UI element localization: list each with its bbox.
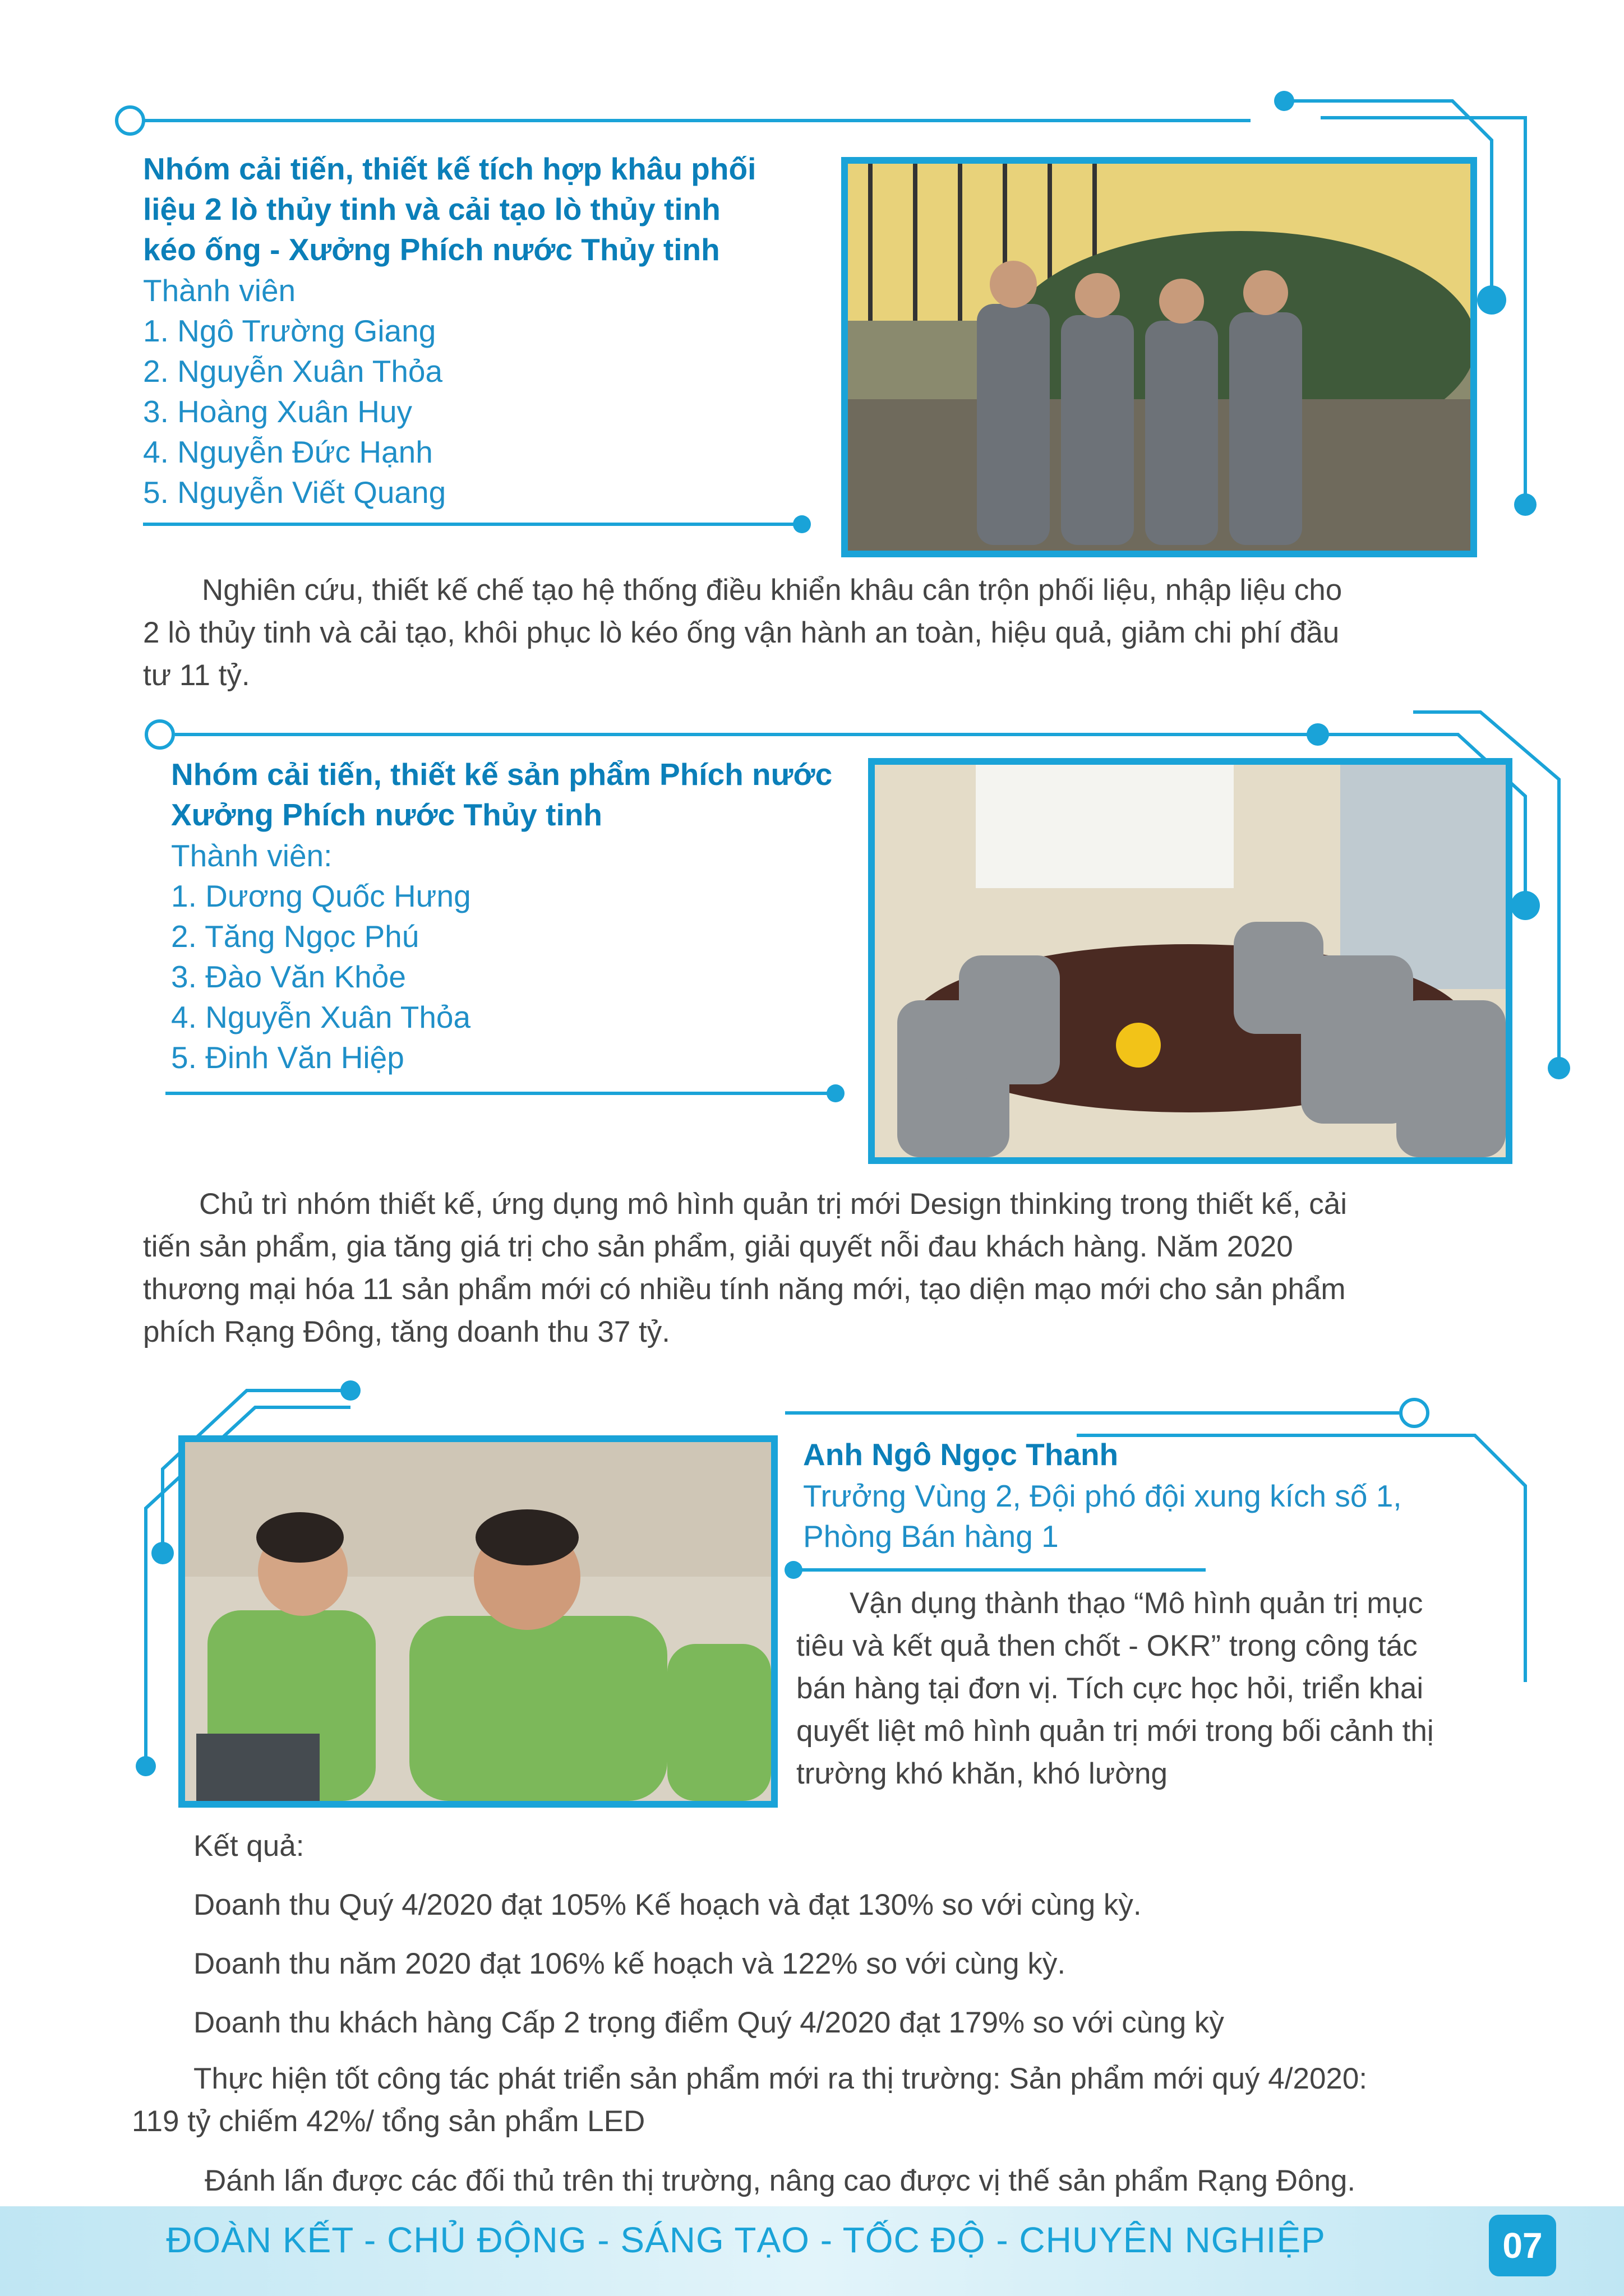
member-item: 4. Nguyễn Đức Hạnh	[143, 435, 433, 469]
description-line: phích Rạng Đông, tăng doanh thu 37 tỷ.	[143, 1315, 670, 1348]
intro-line: quyết liệt mô hình quản trị mới trong bối cảnh thị	[796, 1715, 1434, 1748]
member-item: 5. Đinh Văn Hiệp	[171, 1040, 404, 1075]
member-item: 2. Nguyễn Xuân Thỏa	[143, 354, 443, 389]
description-line: tiến sản phẩm, gia tăng giá trị cho sản phẩm, giải quyết nỗi đau khách hàng. Năm 2020	[143, 1230, 1293, 1263]
section1-members	[143, 270, 816, 512]
member-item: 3. Hoàng Xuân Huy	[143, 394, 413, 429]
section3-portrait-photo	[178, 1435, 778, 1808]
person-name: Anh Ngô Ngọc Thanh	[803, 1437, 1119, 1472]
section2-title-line: Xưởng Phích nước Thủy tinh	[171, 797, 602, 832]
description-line: thương mại hóa 11 sản phẩm mới có nhiều tính năng mới, tạo diện mạo mới cho sản phẩm	[143, 1273, 1346, 1306]
member-item: 2. Tăng Ngọc Phú	[171, 919, 419, 954]
results-label: Kết quả:	[193, 1830, 304, 1863]
description-line: Nghiên cứu, thiết kế chế tạo hệ thống điều khiển khâu cân trộn phối liệu, nhập liệu cho	[202, 574, 1342, 607]
member-item: 1. Ngô Trường Giang	[143, 313, 436, 348]
section1-title-line: liệu 2 lò thủy tinh và cải tạo lò thủy tinh	[143, 192, 721, 227]
role-line: Trưởng Vùng 2, Đội phó đội xung kích số 1,	[803, 1479, 1402, 1513]
section3-intro	[796, 1582, 1581, 1795]
product-line: 119 tỷ chiếm 42%/ tổng sản phẩm LED	[132, 2105, 645, 2138]
page-number: 07	[1489, 2215, 1556, 2276]
intro-line: trường khó khăn, khó lường	[796, 1757, 1168, 1790]
result-item: Doanh thu Quý 4/2020 đạt 105% Kế hoạch và đạt 130% so với cùng kỳ.	[193, 1888, 1142, 1921]
person-role	[803, 1476, 1560, 1556]
section1-title-line: Nhóm cải tiến, thiết kế tích hợp khâu phối	[143, 151, 756, 186]
intro-line: Vận dụng thành thạo “Mô hình quản trị mục	[850, 1587, 1423, 1620]
footer-slogan: ĐOÀN KẾT - CHỦ ĐỘNG - SÁNG TẠO - TỐC ĐỘ - CHUYÊN NGHIỆP	[166, 2220, 1326, 2260]
result-item: Doanh thu năm 2020 đạt 106% kế hoạch và 122% so với cùng kỳ.	[193, 1947, 1066, 1980]
members-label: Thành viên	[143, 273, 296, 308]
description-line: Chủ trì nhóm thiết kế, ứng dụng mô hình quản trị mới Design thinking trong thiết kế, cải	[199, 1188, 1348, 1221]
member-item: 1. Dương Quốc Hưng	[171, 879, 471, 913]
section2-title-line: Nhóm cải tiến, thiết kế sản phẩm Phích nước	[171, 757, 833, 792]
member-item: 5. Nguyễn Viết Quang	[143, 475, 446, 510]
section2-title	[171, 754, 872, 835]
section1-team-photo	[841, 157, 1477, 557]
section2-description	[143, 1183, 1556, 1353]
description-line: 2 lò thủy tinh và cải tạo, khôi phục lò kéo ống vận hành an toàn, hiệu quả, giảm chi phí đầu	[143, 616, 1340, 649]
role-line: Phòng Bán hàng 1	[803, 1519, 1059, 1554]
description-line: tư 11 tỷ.	[143, 659, 250, 692]
section2-meeting-photo	[868, 758, 1512, 1164]
section2-members	[171, 835, 844, 1078]
results-block	[193, 1817, 1539, 2052]
intro-line: bán hàng tại đơn vị. Tích cực học hỏi, triển khai	[796, 1672, 1424, 1705]
section1-title	[143, 149, 844, 270]
closing-text: Đánh lấn được các đối thủ trên thị trường, nâng cao được vị thế sản phẩm Rạng Đông.	[205, 2164, 1356, 2197]
intro-line: tiêu và kết quả then chốt - OKR” trong công tác	[796, 1629, 1418, 1662]
product-line: Thực hiện tốt công tác phát triển sản phẩm mới ra thị trường: Sản phẩm mới quý 4/2020:	[193, 2062, 1368, 2095]
section1-title-line: kéo ống - Xưởng Phích nước Thủy tinh	[143, 232, 720, 267]
product-paragraph	[132, 2058, 1556, 2143]
member-item: 3. Đào Văn Khỏe	[171, 959, 406, 994]
section1-description	[143, 569, 1556, 697]
result-item: Doanh thu khách hàng Cấp 2 trọng điểm Quý 4/2020 đạt 179% so với cùng kỳ	[193, 2006, 1224, 2039]
member-item: 4. Nguyễn Xuân Thỏa	[171, 1000, 471, 1034]
members-label: Thành viên:	[171, 838, 333, 873]
